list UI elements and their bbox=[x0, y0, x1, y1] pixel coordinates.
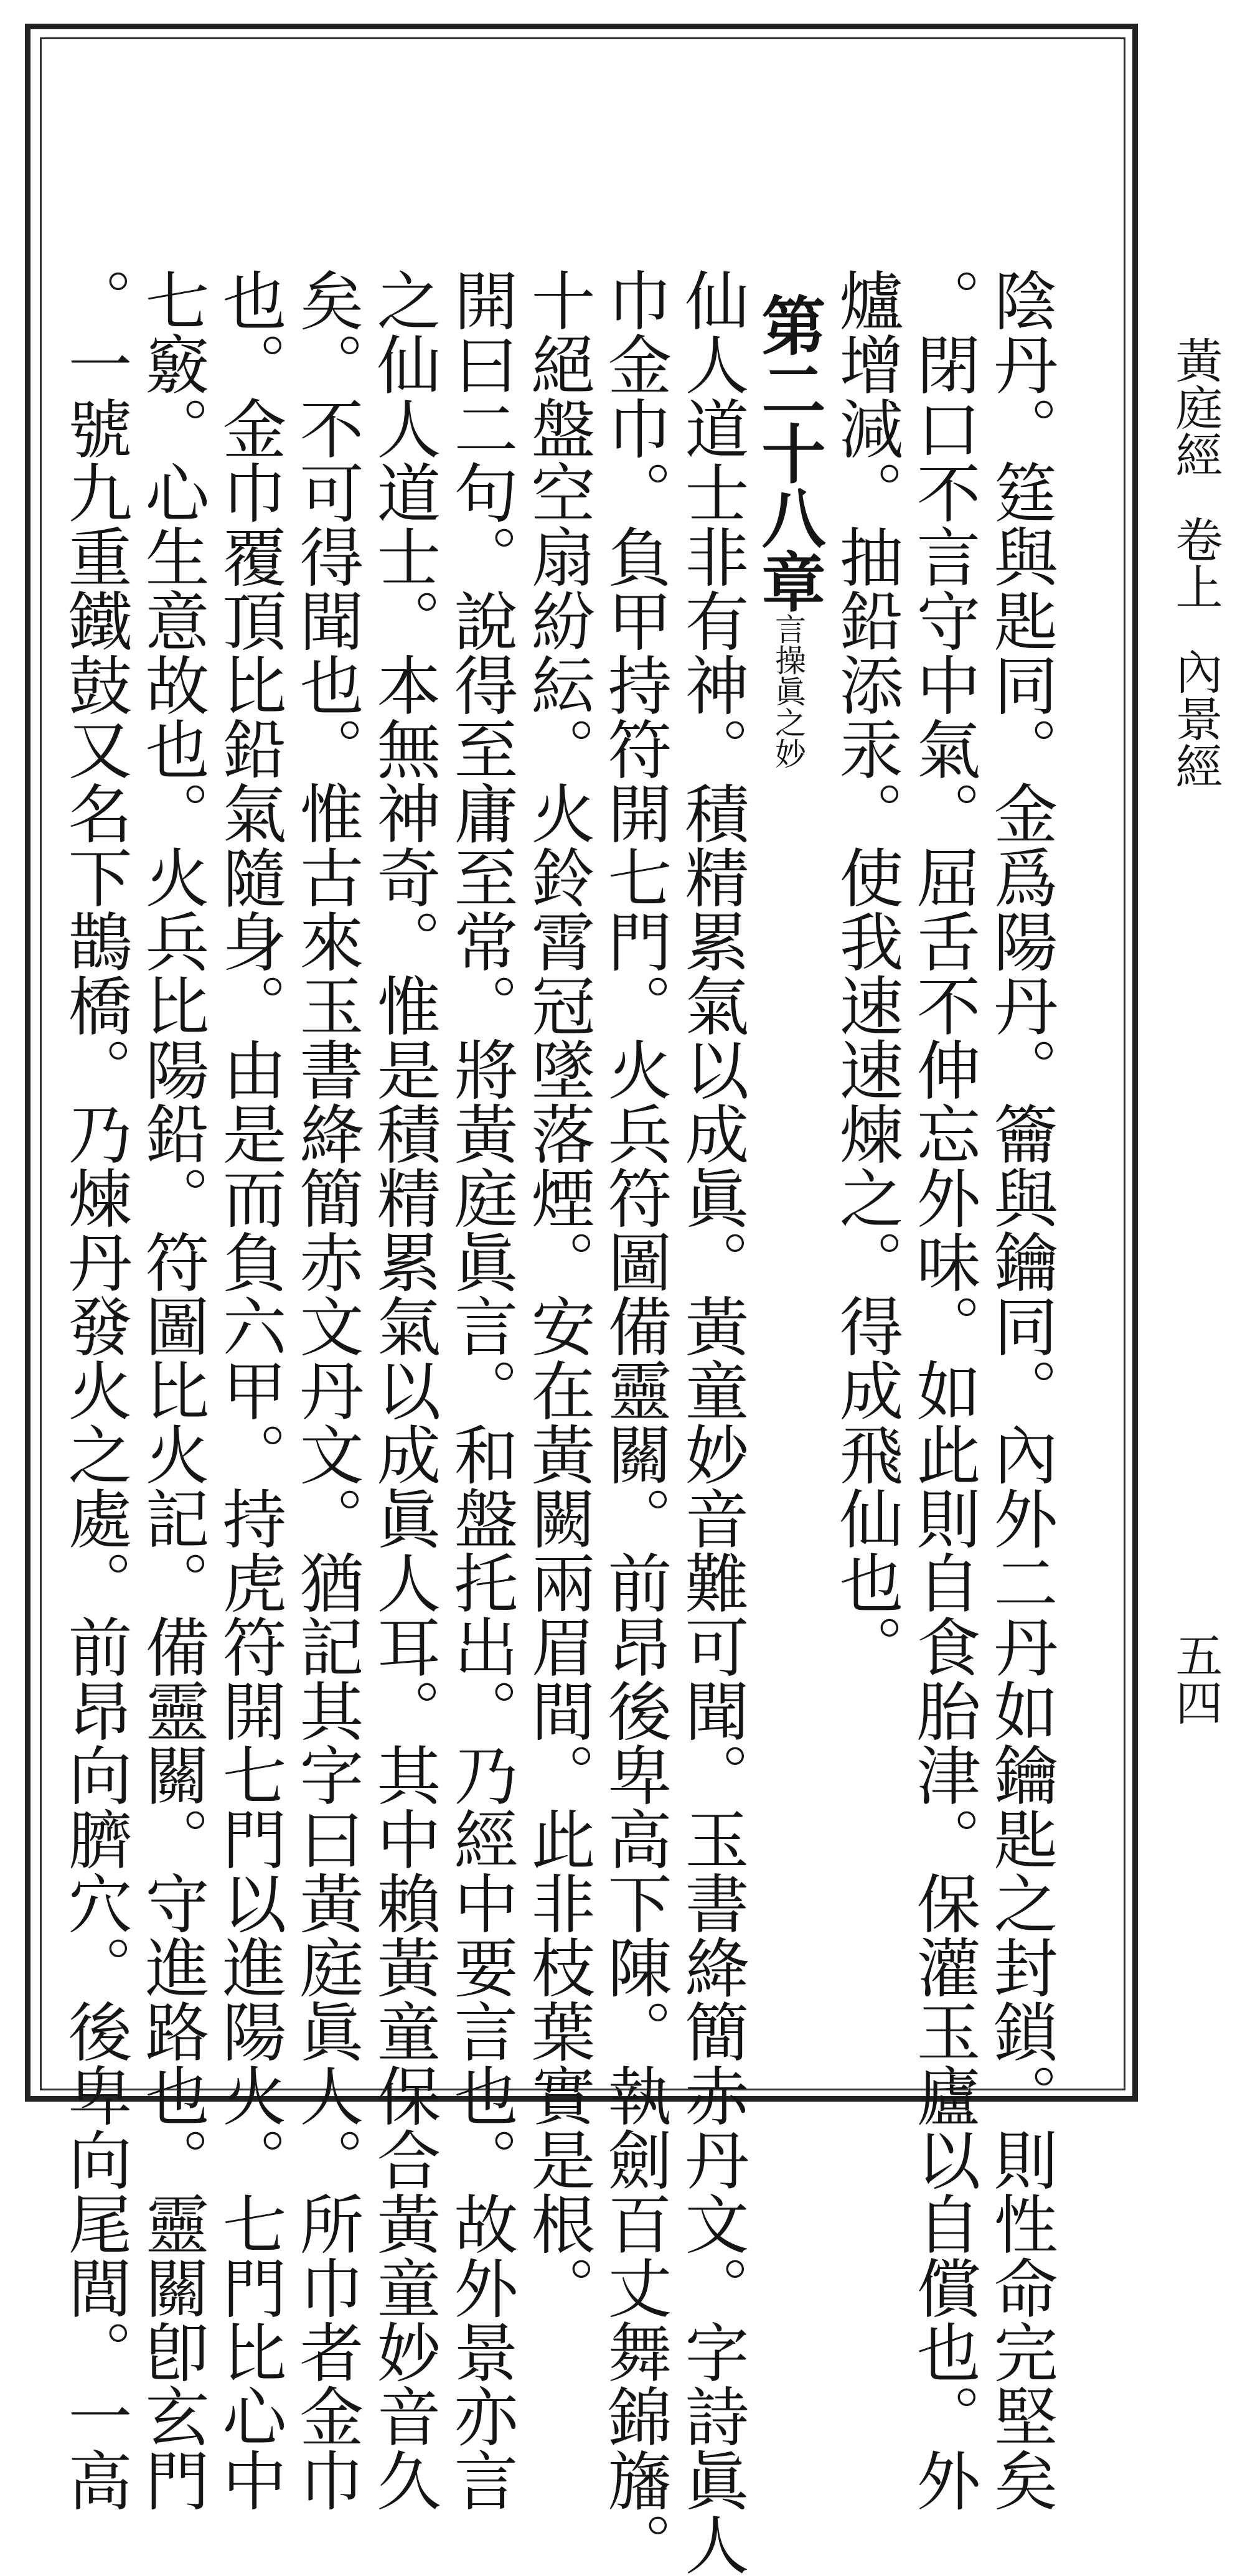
text-column-11: 七竅。心生意故也。火兵比陽鉛。符圖比火記。備靈關。守進路也。靈關卽玄門 bbox=[134, 268, 209, 2512]
section-label: 內景經 bbox=[1168, 647, 1223, 789]
running-head bbox=[1168, 336, 1223, 789]
text-column-5: 巾金巾。負甲持符開七門。火兵符圖備靈關。前昂後卑高下陳。執劍百丈舞錦旛。 bbox=[597, 268, 672, 2576]
text-column-3: 爐增減。抽鉛添汞。使我速速煉之。得成飛仙也。 bbox=[829, 268, 903, 1678]
book-title: 黃庭經 bbox=[1168, 336, 1223, 478]
chapter-note: 言操眞之妙 bbox=[770, 613, 806, 769]
text-column-6: 十絕盤空扇紛紜。火鈴霄冠墜落煙。安在黃闕兩眉間。此非枝葉實是根。 bbox=[520, 268, 595, 2320]
text-column-2: 。閉口不言守中氣。屈舌不伸忘外味。如此則自食胎津。保灌玉廬以自償也。外 bbox=[906, 268, 980, 2512]
text-column-4: 仙人道士非有神。積精累氣以成眞。黃童妙音難可聞。玉書絳簡赤丹文。字詩眞人 bbox=[674, 268, 749, 2576]
chapter-heading bbox=[751, 293, 826, 769]
page-number: 五四 bbox=[1168, 1631, 1223, 1726]
chapter-title: 第二十八章 bbox=[751, 293, 826, 613]
volume-label: 卷上 bbox=[1168, 515, 1223, 610]
text-column-1: 陰丹。筳與匙同。金爲陽丹。籥與鑰同。內外二丹如鑰匙之封鎖。則性命完堅矣 bbox=[983, 268, 1058, 2512]
text-column-12: 。一號九重鐵鼓又名下鵲橋。乃煉丹發火之處。前昂向臍穴。後卑向尾閭。一高 bbox=[57, 268, 132, 2512]
text-column-9: 矣。不可得聞也。惟古來玉書絳簡赤文丹文。猶記其字曰黃庭眞人。所巾者金巾 bbox=[289, 268, 364, 2512]
text-column-7: 開曰二句。說得至庸至常。將黃庭眞言。和盤托出。乃經中要言也。故外景亦言 bbox=[443, 268, 518, 2512]
text-column-8: 之仙人道士。本無神奇。惟是積精累氣以成眞人耳。其中賴黃童保合黃童妙音久 bbox=[366, 268, 441, 2512]
text-column-10: 也。金巾覆頂比鉛氣隨身。由是而負六甲。持虎符開七門以進陽火。七門比心中 bbox=[212, 268, 286, 2512]
